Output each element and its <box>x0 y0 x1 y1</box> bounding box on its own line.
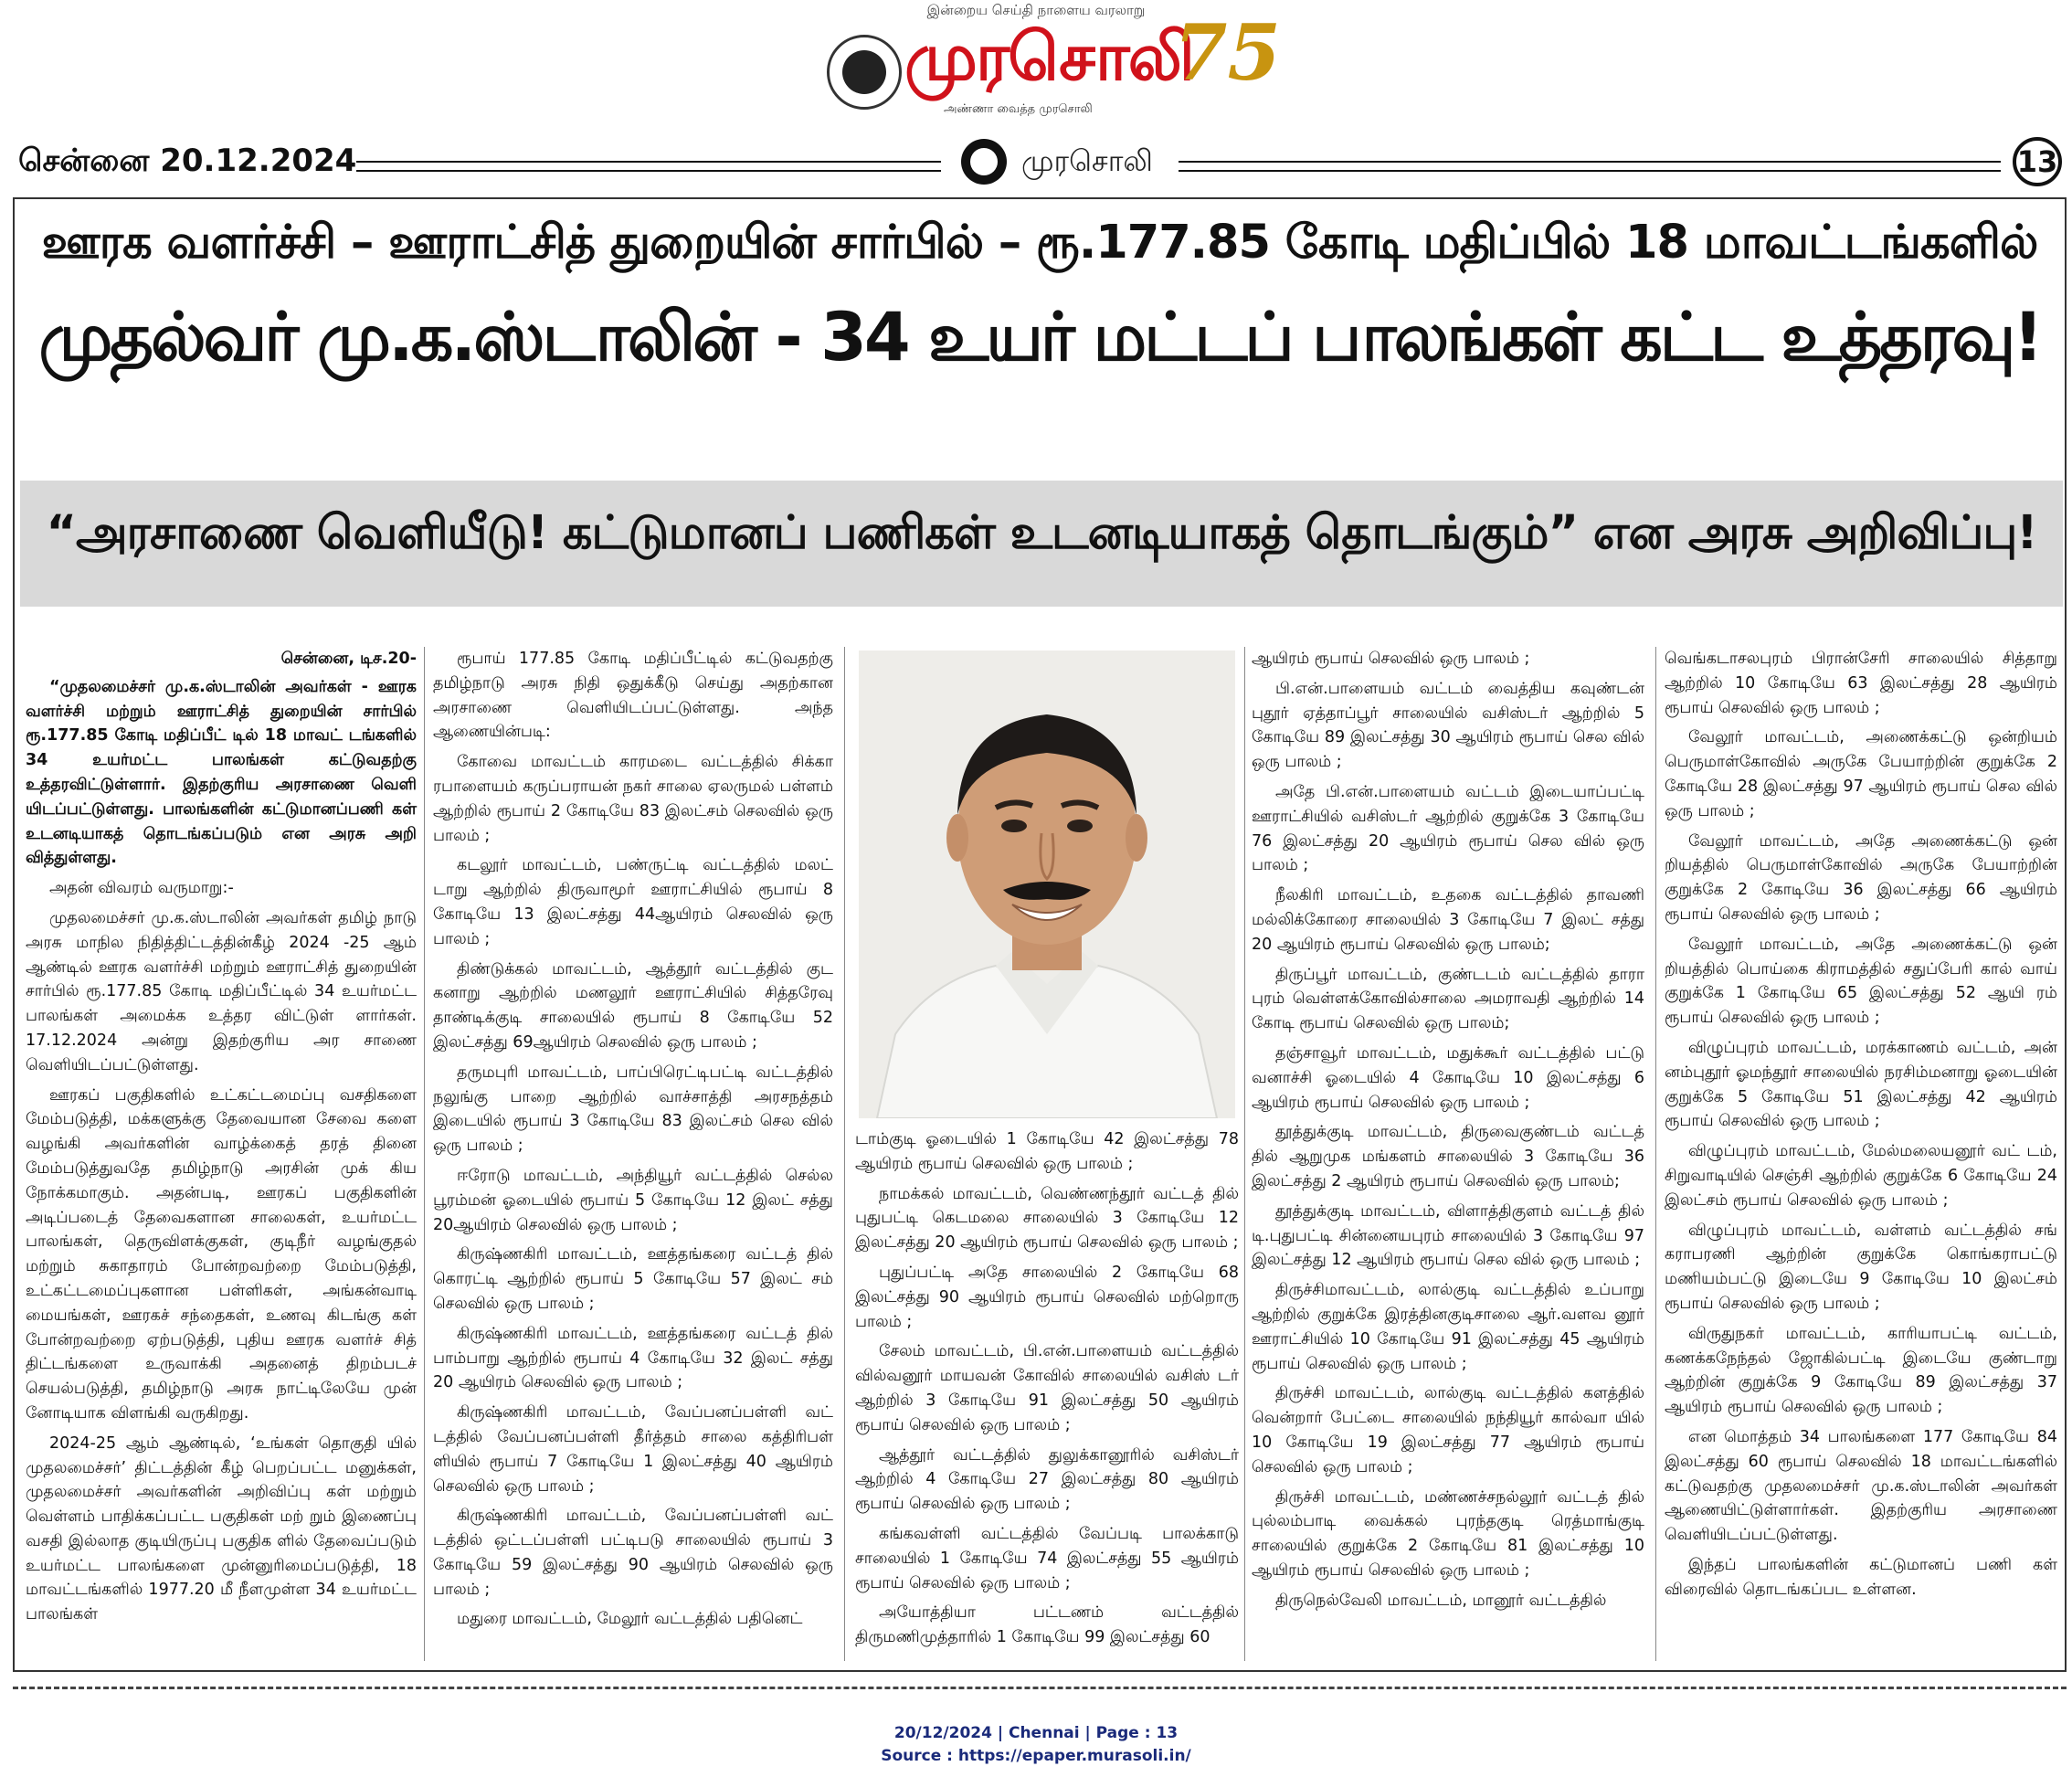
masthead-tagline: இன்றைய செய்தி நாளைய வரலாறு <box>926 2 1146 18</box>
paragraph: அயோத்தியா பட்டணம் வட்டத்தில் திருமணிமுத்தாரில் 1 கோடியே 99 இலட்சத்து 60 <box>855 1603 1239 1647</box>
article-column-4 <box>1252 647 1644 1618</box>
paragraph: ரூபாய் 177.85 கோடி மதிப்பீட்டில் கட்டுவதற்கு தமிழ்நாடு அரசு நிதி ஒதுக்கீடு செய்து அதற்கான அரசாணை வெளியிடப்பட்டுள்ளது. அந்த ஆணையின்படி: <box>433 650 833 742</box>
article-column-3 <box>855 1127 1239 1655</box>
masthead-title: முரசொலி <box>904 17 1193 95</box>
paragraph: வெங்கடாசலபுரம் பிரான்சேரி சாலையில் சித்தாறு ஆற்றில் 10 கோடியே 63 இலட்சத்து 28 ஆயிரம் ரூபாய் செலவில் ஒரு பாலம் ; <box>1665 650 2057 717</box>
masthead-subtitle: அண்ணா வைத்த முரசொலி <box>944 102 1093 116</box>
paragraph: நீலகிரி மாவட்டம், உதகை வட்டத்தில் தாவணி மல்லிக்கோரை சாலையில் 3 கோடியே 7 இலட் சத்து 20 ஆயிரம் ரூபாய் செலவில் ஒரு பாலம்; <box>1252 886 1644 954</box>
paragraph: என மொத்தம் 34 பாலங்களை 177 கோடியே 84 இலட்சத்து 60 ரூபாய் செலவில் 18 மாவட்டங்களில் கட்டுவதற்கு முதலமைச்சர் மு.க.ஸ்டாலின் அவர்கள் ஆணையிட்டுள்ளார்கள். இதற்குரிய அரசாணை வெளியிடப்பட்டுள்ளது. <box>1665 1427 2057 1545</box>
dateline: சென்னை, டிச.20- <box>280 650 417 668</box>
paragraph: டாம்குடி ஓடையில் 1 கோடியே 42 இலட்சத்து 78 ஆயிரம் ரூபாய் செலவில் ஒரு பாலம் ; <box>855 1130 1239 1173</box>
page-brand <box>941 137 1179 188</box>
quote-text: “அரசாணை வெளியீடு! கட்டுமானப் பணிகள் உடனடியாகத் தொடங்கும்” என அரசு அறிவிப்பு! <box>46 506 2037 560</box>
column-divider <box>1244 647 1245 1661</box>
anniversary-badge: 75 <box>1174 7 1281 98</box>
article-column-1 <box>26 647 417 1633</box>
paragraph: வேலூர் மாவட்டம், அணைக்கட்டு ஒன்றியம் பெருமாள்கோவில் அருகே பேயாற்றின் குறுக்கே 2 கோடியே 28 இலட்சத்து 97 ஆயிரம் ரூபாய் செல வில் ஒரு பாலம் ; <box>1665 728 2057 820</box>
paragraph: விழுப்புரம் மாவட்டம், மேல்மலையனூர் வட் டம், சிறுவாடியில் செஞ்சி ஆற்றில் குறுக்கே 6 கோடியே 24 இலட்சம் ரூபாய் செலவில் ஒரு பாலம் ; <box>1665 1142 2057 1210</box>
portrait-image <box>859 651 1235 1118</box>
paragraph: முதலமைச்சர் மு.க.ஸ்டாலின் அவர்கள் தமிழ் நாடு அரசு மாநில நிதித்திட்டத்தின்கீழ் 2024 -25 ஆம் ஆண்டில் ஊரக வளர்ச்சி மற்றும் ஊராட்சித் துறையின் சார்பில் ரூ.177.85 கோடி மதிப்பீட்டில் 34 உயர்மட்ட பாலங்கள் அமைக்க உத்தர விட்டுள் ளார்கள். 17.12.2024 அன்று இதற்குரிய அர சாணை வெளியிடப்பட்டுள்ளது. <box>26 908 417 1074</box>
paragraph: கங்கவள்ளி வட்டத்தில் வேப்படி பாலக்காடு சாலையில் 1 கோடியே 74 இலட்சத்து 55 ஆயிரம் ரூபாய் செலவில் ஒரு பாலம் ; <box>855 1524 1239 1592</box>
paragraph: கடலூர் மாவட்டம், பண்ருட்டி வட்டத்தில் மலட் டாறு ஆற்றில் திருவாமூர் ஊராட்சியில் ரூபாய் 8 கோடியே 13 இலட்சத்து 44ஆயிரம் செலவில் ஒரு பாலம் ; <box>433 856 833 948</box>
paragraph: திண்டுக்கல் மாவட்டம், ஆத்தூர் வட்டத்தில் குட கனாறு ஆற்றில் மணலூர் ஊராட்சியில் சித்தரேவு தாண்டிக்குடி சாலையில் ரூபாய் 8 கோடியே 52 இலட்சத்து 69ஆயிரம் செலவில் ஒரு பாலம் ; <box>433 959 833 1052</box>
paragraph: கிருஷ்ணகிரி மாவட்டம், ஊத்தங்கரை வட்டத் தில் பாம்பாறு ஆற்றில் ரூபாய் 4 கோடியே 32 இலட் சத்து 20 ஆயிரம் செலவில் ஒரு பாலம் ; <box>433 1324 833 1392</box>
paragraph: வேலூர் மாவட்டம், அதே அணைக்கட்டு ஒன் றியத்தில் பொய்கை கிராமத்தில் சதுப்பேரி கால் வாய் குறுக்கே 1 கோடியே 65 இலட்சத்து 52 ஆயி ரம் ரூபாய் செலவில் ஒரு பாலம் ; <box>1665 935 2057 1028</box>
paragraph: தருமபுரி மாவட்டம், பாப்பிரெட்டிபட்டி வட்டத்தில் நலுங்கு பாறை ஆற்றில் வாச்சாத்தி அரசநத்தம் இடையில் ரூபாய் 3 கோடியே 83 இலட்சம் செல வில் ஒரு பாலம் ; <box>433 1063 833 1156</box>
paragraph: கோவை மாவட்டம் காரமடை வட்டத்தில் சிக்கா ரபாளையம் கருப்பராயன் நகர் சாலை ஏலருமல் பள்ளம் ஆற்றில் ரூபாய் 2 கோடியே 83 இலட்சம் செலவில் ஒரு பாலம் ; <box>433 753 833 845</box>
paragraph: விழுப்புரம் மாவட்டம், வள்ளம் வட்டத்தில் சங் கராபரணி ஆற்றின் குறுக்கே கொங்கராபட்டு மணியம்பட்டு இடையே 9 கோடியே 10 இலட்சம் ரூபாய் செலவில் ஒரு பாலம் ; <box>1665 1221 2057 1313</box>
paragraph: இந்தப் பாலங்களின் கட்டுமானப் பணி கள் விரைவில் தொடங்கப்பட உள்ளன. <box>1665 1555 2057 1599</box>
article-column-2 <box>433 647 833 1637</box>
paragraph: திருச்சிமாவட்டம், லால்குடி வட்டத்தில் உப்பாறு ஆற்றில் குறுக்கே இரத்தினகுடிசாலை ஆர்.வளவ னூர் ஊராட்சியில் 10 கோடியே 91 இலட்சத்து 45 ஆயிரம் ரூபாய் செலவில் ஒரு பாலம் ; <box>1252 1281 1644 1373</box>
divider <box>356 161 941 172</box>
party-emblem-icon <box>827 35 902 110</box>
paragraph: ஈரோடு மாவட்டம், அந்தியூர் வட்டத்தில் செல்ல பூரம்மன் ஓடையில் ரூபாய் 5 கோடியே 12 இலட் சத்து 20ஆயிரம் செலவில் ஒரு பாலம் ; <box>433 1166 833 1234</box>
column-divider <box>424 647 425 1661</box>
paragraph: திருச்சி மாவட்டம், மண்ணச்சநல்லூர் வட்டத் தில் புல்லம்பாடி வைக்கல் புரந்தகுடி ரெத்மாங்குடி சாலையில் குறுக்கே 2 கோடியே 81 இலட்சத்து 10 ஆயிரம் ரூபாய் செலவில் ஒரு பாலம் ; <box>1252 1487 1644 1580</box>
paragraph: ஆத்தூர் வட்டத்தில் துலுக்கானூரில் வசிஸ்டர் ஆற்றில் 4 கோடியே 27 இலட்சத்து 80 ஆயிரம் ரூபாய் செலவில் ஒரு பாலம் ; <box>855 1445 1239 1514</box>
divider <box>1179 161 2001 172</box>
paragraph: கிருஷ்ணகிரி மாவட்டம், வேப்பனப்பள்ளி வட் டத்தில் வேப்பனப்பள்ளி தீர்த்தம் சாலை கத்திரிபள் ளியில் ரூபாய் 7 கோடியே 1 இலட்சத்து 40 ஆயிரம் செலவில் ஒரு பாலம் ; <box>433 1403 833 1496</box>
column-divider <box>1655 647 1656 1661</box>
paragraph: 2024-25 ஆம் ஆண்டில், ‘உங்கள் தொகுதி யில் முதலமைச்சர்’ திட்டத்தின் கீழ் பெறப்பட்ட மனுக்கள், முதலமைச்சர் அவர்களின் அறிவிப்பு கள் மற்றும் வெள்ளம் பாதிக்கப்பட்ட பகுதிகள் மற் றும் இணைப்பு வசதி இல்லாத குடியிருப்பு பகுதிக ளில் தேவைப்படும் உயர்மட்ட பாலங்களை முன்னுரிமைப்படுத்தி, 18 மாவட்டங்களில் 1977.20 மீ நீளமுள்ள 34 உயர்மட்ட பாலங்கள் <box>26 1433 417 1624</box>
page-info: 20/12/2024 | Chennai | Page : 13 <box>893 1724 1179 1742</box>
article-column-5 <box>1665 647 2057 1607</box>
paragraph: பி.என்.பாளையம் வட்டம் வைத்திய கவுண்டன் புதூர் ஏத்தாப்பூர் சாலையில் வசிஸ்டர் ஆற்றில் 5 கோடியே 89 இலட்சத்து 30 ஆயிரம் ரூபாய் செல வில் ஒரு பாலம் ; <box>1252 679 1644 772</box>
paragraph: திருச்சி மாவட்டம், லால்குடி வட்டத்தில் களத்தில் வென்றார் பேட்டை சாலையில் நந்தியூர் கால்வா யில் 10 கோடியே 19 இலட்சத்து 77 ஆயிரம் ரூபாய் செலவில் ஒரு பாலம் ; <box>1252 1384 1644 1476</box>
article-kicker: ஊரக வளர்ச்சி – ஊராட்சித் துறையின் சார்பில் – ரூ.177.85 கோடி மதிப்பில் 18 மாவட்டங்களில் <box>41 216 2038 270</box>
lead-paragraph: “முதலமைச்சர் மு.க.ஸ்டாலின் அவர்கள் - ஊரக வளர்ச்சி மற்றும் ஊராட்சித் துறையின் சார்பில் ரூ.177.85 கோடி மதிப்பீட் டில் 18 மாவட் டங்களில் 34 உயர்மட்ட பாலங்கள் கட்டுவதற்கு உத்தரவிட்டுள்ளார். இதற்குரிய அரசாணை வெளி யிடப்பட்டுள்ளது. பாலங்களின் கட்டுமானப்பணி கள் உடனடியாகத் தொடங்கப்படும் என அரசு அறி வித்துள்ளது. <box>26 677 417 868</box>
paragraph: ஊரகப் பகுதிகளில் உட்கட்டமைப்பு வசதிகளை மேம்படுத்தி, மக்களுக்கு தேவையான சேவை களை வழங்கி அவர்களின் வாழ்க்கைத் தரத் தினை மேம்படுத்துவதே தமிழ்நாடு அரசின் முக் கிய நோக்கமாகும். அதன்படி, ஊரகப் பகுதிகளின் அடிப்படைத் தேவைகளான சாலைகள், உயர்மட்ட பாலங்கள், தெருவிளக்குகள், குடிநீர் வழங்குதல் மற்றும் சுகாதாரம் போன்றவற்றை மேம்படுத்தி, உட்கட்டமைப்புகளான பள்ளிகள், அங்கன்வாடி மையங்கள், ஊரகச் சந்தைகள், உணவு கிடங்கு கள் போன்றவற்றை ஏற்படுத்தி, புதிய ஊரக வளர்ச் சித் திட்டங்களை உருவாக்கி அதனைத் திறம்படச் செயல்படுத்தி, தமிழ்நாடு அரசு நாட்டிலேயே முன் னோடியாக விளங்கி வருகிறது. <box>26 1085 417 1423</box>
paragraph: திருநெல்வேலி மாவட்டம், மானூர் வட்டத்தில் <box>1275 1591 1607 1610</box>
paragraph: அதே பி.என்.பாளையம் வட்டம் இடையாப்பட்டி ஊராட்சியில் வசிஸ்டர் ஆற்றில் குறுக்கே 3 கோடியே 76 இலட்சத்து 20 ஆயிரம் ரூபாய் செல வில் ஒரு பாலம் ; <box>1252 782 1644 875</box>
paragraph: ஆயிரம் ரூபாய் செலவில் ஒரு பாலம் ; <box>1252 650 1530 668</box>
page-number-badge: 13 <box>2013 137 2062 186</box>
paragraph: மதுரை மாவட்டம், மேலூர் வட்டத்தில் பதினெட் <box>457 1610 803 1629</box>
column-divider <box>844 647 845 1661</box>
paragraph: திருப்பூர் மாவட்டம், குண்டடம் வட்டத்தில் தாரா புரம் வெள்ளக்கோவில்சாலை அமராவதி ஆற்றில் 14 கோடி ரூபாய் செலவில் ஒரு பாலம்; <box>1252 965 1644 1033</box>
paragraph: தூத்துக்குடி மாவட்டம், விளாத்திகுளம் வட்டத் தில் டி.புதுபட்டி சின்னையபுரம் சாலையில் 3 கோடியே 97 இலட்சத்து 12 ஆயிரம் ரூபாய் செல வில் ஒரு பாலம் ; <box>1252 1201 1644 1270</box>
emblem-icon <box>961 139 1007 185</box>
cut-line <box>13 1687 2067 1689</box>
paragraph: கிருஷ்ணகிரி மாவட்டம், வேப்பனப்பள்ளி வட் டத்தில் ஒட்டப்பள்ளி பட்டிபடு சாலையில் ரூபாய் 3 கோடியே 59 இலட்சத்து 90 ஆயிரம் செலவில் ஒரு பாலம் ; <box>433 1507 833 1599</box>
paragraph: விழுப்புரம் மாவட்டம், மரக்காணம் வட்டம், அன் னம்புதூர் ஓமந்தூர் சாலையில் நரசிம்மனாறு ஓடையின் குறுக்கே 5 கோடியே 51 இலட்சத்து 42 ஆயிரம் ரூபாய் செலவில் ஒரு பாலம் ; <box>1665 1038 2057 1131</box>
page-brand-name: முரசொலி <box>1021 143 1153 178</box>
paragraph: சேலம் மாவட்டம், பி.என்.பாளையம் வட்டத்தில் வில்வனூர் மாயவன் கோவில் சாலையில் வசிஸ் டர் ஆற்றில் 3 கோடியே 91 இலட்சத்து 50 ஆயிரம் ரூபாய் செலவில் ஒரு பாலம் ; <box>855 1342 1239 1434</box>
quote-banner <box>20 481 2063 607</box>
edition-date: சென்னை 20.12.2024 <box>18 143 357 179</box>
paragraph: தஞ்சாவூர் மாவட்டம், மதுக்கூர் வட்டத்தில் பட்டு வனாச்சி ஓடையில் 4 கோடியே 10 இலட்சத்து 6 ஆயிரம் ரூபாய் செலவில் ஒரு பாலம் ; <box>1252 1043 1644 1112</box>
paragraph: கிருஷ்ணகிரி மாவட்டம், ஊத்தங்கரை வட்டத் தில் கொரட்டி ஆற்றில் ரூபாய் 5 கோடியே 57 இலட் சம் செலவில் ஒரு பாலம் ; <box>433 1245 833 1313</box>
date-bar <box>18 137 2065 188</box>
paragraph: நாமக்கல் மாவட்டம், வெண்ணந்தூர் வட்டத் தில் புதுபட்டி கெடமலை சாலையில் 3 கோடியே 12 இலட்சத்து 20 ஆயிரம் ரூபாய் செலவில் ஒரு பாலம் ; <box>855 1184 1239 1253</box>
paragraph: விருதுநகர் மாவட்டம், காரியாபட்டி வட்டம், கணக்கநேந்தல் ஜோகில்பட்டி இடையே குண்டாறு ஆற்றின் குறுக்கே 9 கோடியே 89 இலட்சத்து 37 ஆயிரம் ரூபாய் செலவில் ஒரு பாலம் ; <box>1665 1324 2057 1417</box>
article-headline: முதல்வர் மு.க.ஸ்டாலின் - 34 உயர் மட்டப் பாலங்கள் கட்ட உத்தரவு! <box>38 299 2041 376</box>
paragraph: அதன் விவரம் வருமாறு:- <box>49 879 234 898</box>
paragraph: வேலூர் மாவட்டம், அதே அணைக்கட்டு ஒன் றியத்தில் பெருமாள்கோவில் அருகே பேயாற்றின் குறுக்கே 2 கோடியே 36 இலட்சத்து 66 ஆயிரம் ரூபாய் செலவில் ஒரு பாலம் ; <box>1665 831 2057 924</box>
chief-minister-photo <box>859 651 1235 1118</box>
paragraph: புதுப்பட்டி அதே சாலையில் 2 கோடியே 68 இலட்சத்து 90 ஆயிரம் ரூபாய் செலவில் மற்றொரு பாலம் ; <box>855 1263 1239 1331</box>
source-link[interactable]: Source : https://epaper.murasoli.in/ <box>881 1747 1191 1765</box>
masthead <box>0 0 2072 137</box>
paragraph: தூத்துக்குடி மாவட்டம், திருவைகுண்டம் வட்டத் தில் ஆறுமுக மங்களம் சாலையில் 3 கோடியே 36 இலட்சத்து 2 ஆயிரம் ரூபாய் செலவில் ஒரு பாலம்; <box>1252 1123 1644 1190</box>
